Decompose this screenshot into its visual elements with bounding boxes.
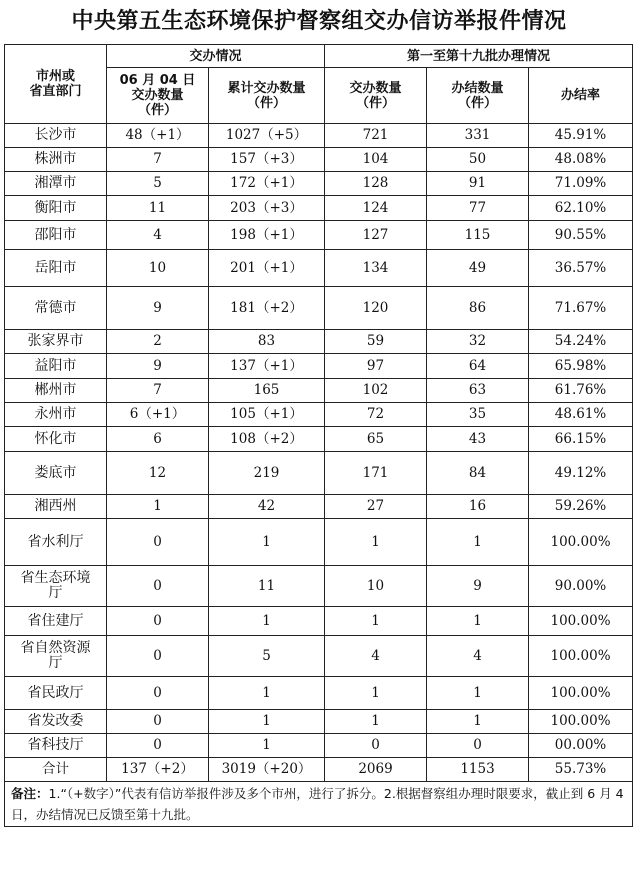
table-body — [5, 124, 633, 758]
region-name-cell: 益阳市 — [5, 354, 107, 379]
completion-rate-cell: 59.26% — [529, 495, 633, 519]
document-title: 中央第五生态环境保护督察组交办信访举报件情况 — [71, 9, 567, 34]
assigned-count-cell: 4 — [325, 636, 427, 677]
table-row — [5, 710, 633, 734]
cumulative-assigned-cell: 137（+1） — [209, 354, 325, 379]
today-assigned-cell: 7 — [107, 148, 209, 172]
completed-count-cell: 35 — [427, 403, 529, 427]
assigned-count-cell: 102 — [325, 379, 427, 403]
completed-count-cell: 49 — [427, 250, 529, 287]
assigned-count-cell: 128 — [325, 172, 427, 196]
region-name-cell: 娄底市 — [5, 452, 107, 495]
table-row — [5, 495, 633, 519]
today-assigned-cell: 6（+1） — [107, 403, 209, 427]
today-assigned-cell: 0 — [107, 519, 209, 566]
table-row — [5, 734, 633, 758]
header-completed: 办结数量 （件） — [427, 68, 529, 124]
assigned-count-cell: 10 — [325, 566, 427, 607]
region-name-cell: 张家界市 — [5, 330, 107, 354]
region-name-cell: 长沙市 — [5, 124, 107, 148]
region-name-cell: 常德市 — [5, 287, 107, 330]
cumulative-assigned-cell: 181（+2） — [209, 287, 325, 330]
today-assigned-cell: 0 — [107, 636, 209, 677]
assigned-count-cell: 171 — [325, 452, 427, 495]
today-assigned-cell: 1 — [107, 495, 209, 519]
completion-rate-cell: 66.15% — [529, 427, 633, 452]
assigned-count-cell: 27 — [325, 495, 427, 519]
today-assigned-cell: 48（+1） — [107, 124, 209, 148]
today-assigned-cell: 11 — [107, 196, 209, 221]
cumulative-assigned-cell: 201（+1） — [209, 250, 325, 287]
cumulative-assigned-cell: 203（+3） — [209, 196, 325, 221]
cumulative-assigned-cell: 11 — [209, 566, 325, 607]
table-row — [5, 124, 633, 148]
today-assigned-cell: 0 — [107, 607, 209, 636]
cumulative-assigned-cell: 172（+1） — [209, 172, 325, 196]
completed-count-cell: 9 — [427, 566, 529, 607]
today-assigned-cell: 0 — [107, 677, 209, 710]
region-name-cell: 衡阳市 — [5, 196, 107, 221]
note-text: 1.“（+数字）”代表有信访举报件涉及多个市州，进行了拆分。2.根据督察组办理时限要求，截止到 6 月 4 日，办结情况已反馈至第十九批。 — [11, 786, 624, 822]
completion-rate-cell: 100.00% — [529, 636, 633, 677]
total-label: 合计 — [5, 758, 107, 782]
header-assigned: 交办数量 （件） — [325, 68, 427, 124]
cumulative-assigned-cell: 1 — [209, 677, 325, 710]
assigned-count-cell: 72 — [325, 403, 427, 427]
today-assigned-cell: 2 — [107, 330, 209, 354]
completed-count-cell: 43 — [427, 427, 529, 452]
table-row — [5, 403, 633, 427]
assigned-count-cell: 97 — [325, 354, 427, 379]
table-row — [5, 196, 633, 221]
table-row — [5, 379, 633, 403]
header-today-assigned: 06 月 04 日 交办数量 （件） — [107, 68, 209, 124]
completion-rate-cell: 65.98% — [529, 354, 633, 379]
header-region: 市州或 省直部门 — [5, 45, 107, 124]
completed-count-cell: 1 — [427, 607, 529, 636]
completion-rate-cell: 100.00% — [529, 677, 633, 710]
header-rate: 办结率 — [529, 68, 633, 124]
completion-rate-cell: 61.76% — [529, 379, 633, 403]
completed-count-cell: 77 — [427, 196, 529, 221]
completed-count-cell: 4 — [427, 636, 529, 677]
table-row — [5, 148, 633, 172]
total-row — [5, 758, 633, 782]
cumulative-assigned-cell: 198（+1） — [209, 221, 325, 250]
table-row — [5, 607, 633, 636]
total-assigned: 2069 — [325, 758, 427, 782]
assigned-count-cell: 1 — [325, 607, 427, 636]
today-assigned-cell: 9 — [107, 354, 209, 379]
total-rate: 55.73% — [529, 758, 633, 782]
table-row — [5, 221, 633, 250]
completion-rate-cell: 36.57% — [529, 250, 633, 287]
cumulative-assigned-cell: 1027（+5） — [209, 124, 325, 148]
completed-count-cell: 84 — [427, 452, 529, 495]
assigned-count-cell: 124 — [325, 196, 427, 221]
total-completed: 1153 — [427, 758, 529, 782]
completed-count-cell: 63 — [427, 379, 529, 403]
assigned-count-cell: 1 — [325, 677, 427, 710]
cumulative-assigned-cell: 1 — [209, 519, 325, 566]
cumulative-assigned-cell: 42 — [209, 495, 325, 519]
assigned-count-cell: 65 — [325, 427, 427, 452]
region-name-cell: 湘西州 — [5, 495, 107, 519]
completion-rate-cell: 00.00% — [529, 734, 633, 758]
assigned-count-cell: 59 — [325, 330, 427, 354]
completion-rate-cell: 71.09% — [529, 172, 633, 196]
table-row — [5, 287, 633, 330]
completed-count-cell: 1 — [427, 519, 529, 566]
table-row — [5, 452, 633, 495]
completion-rate-cell: 100.00% — [529, 710, 633, 734]
note-label: 备注： — [11, 786, 49, 801]
region-name-cell: 岳阳市 — [5, 250, 107, 287]
completion-rate-cell: 49.12% — [529, 452, 633, 495]
table-row — [5, 354, 633, 379]
completion-rate-cell: 90.55% — [529, 221, 633, 250]
region-name-cell: 郴州市 — [5, 379, 107, 403]
completion-rate-cell: 48.08% — [529, 148, 633, 172]
header-row-group — [5, 45, 633, 68]
table-row — [5, 636, 633, 677]
cumulative-assigned-cell: 165 — [209, 379, 325, 403]
cumulative-assigned-cell: 1 — [209, 607, 325, 636]
completed-count-cell: 1 — [427, 710, 529, 734]
total-cumulative: 3019（+20） — [209, 758, 325, 782]
region-name-cell: 省水利厅 — [5, 519, 107, 566]
note-row — [5, 782, 633, 827]
region-name-cell: 湘潭市 — [5, 172, 107, 196]
completion-rate-cell: 100.00% — [529, 607, 633, 636]
today-assigned-cell: 0 — [107, 734, 209, 758]
completed-count-cell: 0 — [427, 734, 529, 758]
today-assigned-cell: 5 — [107, 172, 209, 196]
completed-count-cell: 91 — [427, 172, 529, 196]
cumulative-assigned-cell: 157（+3） — [209, 148, 325, 172]
region-name-cell: 邵阳市 — [5, 221, 107, 250]
region-name-cell: 省民政厅 — [5, 677, 107, 710]
region-name-cell: 省住建厅 — [5, 607, 107, 636]
assigned-count-cell: 1 — [325, 519, 427, 566]
today-assigned-cell: 10 — [107, 250, 209, 287]
today-assigned-cell: 12 — [107, 452, 209, 495]
assigned-count-cell: 104 — [325, 148, 427, 172]
completion-rate-cell: 90.00% — [529, 566, 633, 607]
today-assigned-cell: 6 — [107, 427, 209, 452]
report-table — [4, 44, 633, 827]
table-row — [5, 250, 633, 287]
cumulative-assigned-cell: 105（+1） — [209, 403, 325, 427]
table-row — [5, 330, 633, 354]
completed-count-cell: 331 — [427, 124, 529, 148]
cumulative-assigned-cell: 1 — [209, 734, 325, 758]
completion-rate-cell: 48.61% — [529, 403, 633, 427]
today-assigned-cell: 4 — [107, 221, 209, 250]
completed-count-cell: 50 — [427, 148, 529, 172]
today-assigned-cell: 0 — [107, 566, 209, 607]
cumulative-assigned-cell: 1 — [209, 710, 325, 734]
completed-count-cell: 115 — [427, 221, 529, 250]
today-assigned-cell: 9 — [107, 287, 209, 330]
header-assigned-group: 交办情况 — [107, 45, 325, 68]
cumulative-assigned-cell: 219 — [209, 452, 325, 495]
today-assigned-cell: 0 — [107, 710, 209, 734]
region-name-cell: 省自然资源 厅 — [5, 636, 107, 677]
assigned-count-cell: 721 — [325, 124, 427, 148]
completion-rate-cell: 71.67% — [529, 287, 633, 330]
cumulative-assigned-cell: 5 — [209, 636, 325, 677]
completed-count-cell: 16 — [427, 495, 529, 519]
completion-rate-cell: 54.24% — [529, 330, 633, 354]
header-progress-group: 第一至第十九批办理情况 — [325, 45, 633, 68]
region-name-cell: 省发改委 — [5, 710, 107, 734]
header-cumulative: 累计交办数量 （件） — [209, 68, 325, 124]
table-row — [5, 677, 633, 710]
table-row — [5, 519, 633, 566]
completed-count-cell: 32 — [427, 330, 529, 354]
assigned-count-cell: 120 — [325, 287, 427, 330]
table-row — [5, 566, 633, 607]
completed-count-cell: 64 — [427, 354, 529, 379]
cumulative-assigned-cell: 83 — [209, 330, 325, 354]
table-row — [5, 172, 633, 196]
completed-count-cell: 1 — [427, 677, 529, 710]
assigned-count-cell: 127 — [325, 221, 427, 250]
note-cell — [5, 782, 633, 827]
total-today: 137（+2） — [107, 758, 209, 782]
table-row — [5, 427, 633, 452]
today-assigned-cell: 7 — [107, 379, 209, 403]
region-name-cell: 怀化市 — [5, 427, 107, 452]
assigned-count-cell: 1 — [325, 710, 427, 734]
region-name-cell: 株洲市 — [5, 148, 107, 172]
cumulative-assigned-cell: 108（+2） — [209, 427, 325, 452]
region-name-cell: 省科技厅 — [5, 734, 107, 758]
assigned-count-cell: 0 — [325, 734, 427, 758]
completion-rate-cell: 100.00% — [529, 519, 633, 566]
completion-rate-cell: 62.10% — [529, 196, 633, 221]
completed-count-cell: 86 — [427, 287, 529, 330]
assigned-count-cell: 134 — [325, 250, 427, 287]
completion-rate-cell: 45.91% — [529, 124, 633, 148]
region-name-cell: 永州市 — [5, 403, 107, 427]
region-name-cell: 省生态环境 厅 — [5, 566, 107, 607]
